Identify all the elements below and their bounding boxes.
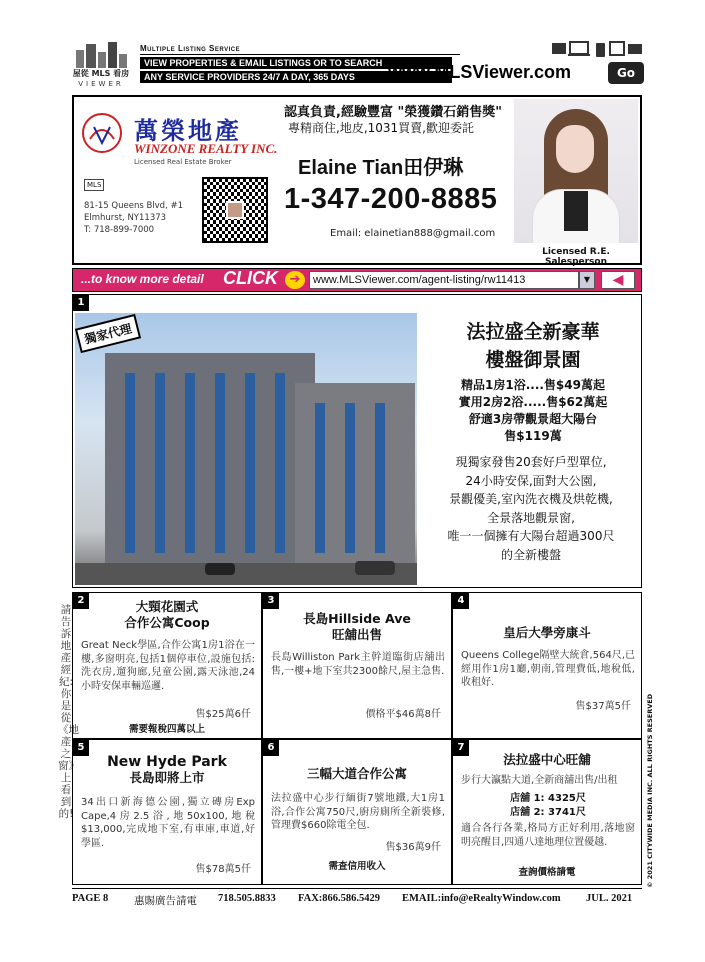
agent-phone[interactable]: 1-347-200-8885: [284, 183, 498, 215]
footer-phone[interactable]: 718.505.8833: [218, 893, 276, 904]
listing-number: 7: [453, 740, 469, 756]
go-button[interactable]: Go: [608, 62, 644, 84]
listing-title: 三幅大道合作公寓: [306, 766, 407, 781]
mls-viewer-logo[interactable]: [70, 40, 132, 90]
listing-description: [413, 453, 649, 564]
address-line-2: Elmhurst, NY11373: [84, 213, 167, 223]
page-number: PAGE 8: [72, 893, 109, 904]
listing-title: 皇后大學旁康斗: [503, 625, 591, 640]
listing-title: 長島Hillside Ave: [303, 611, 411, 626]
agent-card: [72, 95, 642, 265]
listing-note: 需查信用收入: [328, 861, 386, 872]
listing-7: [452, 739, 642, 885]
price-line: 精品1房1浴....售$49萬起: [461, 378, 605, 392]
listing-body: 步行大瀛點大道,全新商舖出售/出租: [461, 775, 618, 786]
price-line: 售$119萬: [504, 429, 562, 443]
listing-number: 6: [263, 740, 279, 756]
page-footer: [72, 888, 642, 910]
listing-number: 1: [73, 295, 89, 311]
listing-price: 售$25萬6仟: [195, 709, 251, 720]
address-line-1: 81-15 Queens Blvd, #1: [84, 201, 184, 211]
listing-subtitle: 合作公寓Coop: [124, 615, 210, 630]
listing-4: [452, 592, 642, 739]
listing-title: 大頸花園式: [135, 599, 199, 614]
click-label[interactable]: CLICK: [223, 268, 278, 288]
listing-3: [262, 592, 452, 739]
agent-photo: [514, 99, 638, 243]
desc-line: 的全新樓盤: [500, 547, 561, 562]
agent-license: Licensed R.E. Salesperson: [542, 247, 610, 267]
listing-subtitle: 樓盤御景園: [485, 349, 581, 371]
listing-price: 售$36萬9仟: [385, 842, 441, 853]
logo-text: 屋從 MLS 看房: [72, 69, 130, 78]
footer-fax: FAX:866.586.5429: [298, 893, 381, 904]
shop-size-2: 店舖 2: 3741尺: [510, 807, 586, 818]
listing-price: 售$37萬5仟: [575, 701, 631, 712]
listing-1: [72, 294, 642, 588]
price-line: 實用2房2浴.....售$62萬起: [458, 395, 608, 409]
listing-body: 34出口新海德公園,獨立磚房Exp Cape,4房2.5浴,地50x100,地稅$13,000,完成地下室,有車庫,車道,好學區.: [81, 797, 255, 849]
ad-label: 惠賜廣告請電: [134, 895, 197, 907]
listing-body: 法拉盛中心步行緬街7號地鐵,大1房1浴,合作公寓750尺,廚房廁所全新裝修,管理費$660除電全包.: [271, 793, 445, 831]
agent-name: Elaine Tian田伊琳: [298, 157, 464, 179]
listing-subtitle: 旺舖出售: [331, 627, 382, 642]
listing-url-field[interactable]: www.MLSViewer.com/agent-listing/rw11413: [309, 271, 579, 289]
listing-body-2: 適合各行各業,格局方正好利用,落地窗明亮醒目,四通八達地理位置優越.: [461, 823, 635, 848]
footer-email[interactable]: EMAIL:info@eRealtyWindow.com: [402, 893, 561, 904]
listing-note: 需要報稅四萬以上: [128, 724, 205, 735]
exclusive-agent-badge: 獨家代理: [75, 314, 141, 353]
building-photo: [75, 313, 417, 585]
service-title: Multiple Listing Service: [140, 44, 460, 55]
listing-2: [72, 592, 262, 739]
qr-code-icon[interactable]: [202, 177, 268, 243]
copyright-vertical: [644, 693, 656, 890]
copyright-text: © 2021 CITYWIDE MEDIA INC. ALL RIGHTS RESERVED: [646, 693, 654, 888]
detail-lead-text: ...to know more detail: [81, 272, 204, 286]
listing-body: 長島Williston Park主幹道臨街店舖出售,一樓+地下室共2300餘尺,屋主急售.: [271, 652, 445, 677]
service-line-2: ANY SERVICE PROVIDERS 24/7 A DAY, 365 DAYS: [140, 71, 452, 83]
listing-price: 售$78萬5仟: [195, 864, 251, 875]
listing-title: 法拉盛中心旺舖: [503, 752, 591, 767]
listing-6: [262, 739, 452, 885]
chevron-down-icon[interactable]: ▼: [579, 271, 595, 289]
site-header: [70, 40, 642, 90]
company-name-en: WINZONE REALTY INC.: [134, 141, 278, 156]
listing-prices: [425, 377, 641, 445]
listing-5: [72, 739, 262, 885]
side-note-vertical: 請告訴地產經紀:你是從《地產之窗》上看到的!: [58, 604, 79, 820]
listing-body: Queens College隔壁大統倉,564尺,已經用作1房1廳,朝南,管理費低,地稅低,收租好.: [461, 650, 635, 688]
desc-line: 現獨家發售20套好戶型單位,: [455, 455, 607, 469]
listing-number: 4: [453, 593, 469, 609]
service-line-1: VIEW PROPERTIES & EMAIL LISTINGS OR TO SEARCH: [140, 57, 452, 69]
issue-date: JUL. 2021: [586, 893, 633, 904]
company-name-cn: 萬榮地產: [134, 116, 242, 145]
agent-slogan-1: 認真負責,經驗豐富 "榮獲鑽石銷售獎": [284, 105, 503, 120]
devices-icon: [550, 40, 645, 60]
price-line: 舒適3房帶觀景超大陽台: [468, 412, 598, 426]
logo-viewer-text: VIEWER: [78, 80, 124, 88]
listing-body: Great Neck學區,合作公寓1房1浴在一樓,多窗明亮,包括1個停車位,設施包括:洗衣房,遛狗廊,兒童公園,露天泳池,24小時安保車輛巡邏.: [81, 640, 255, 692]
listing-subtitle: 長島即將上市: [129, 770, 205, 785]
desc-line: 唯一一個擁有大陽台超過300尺: [447, 529, 615, 543]
listing-title: 法拉盛全新豪華: [466, 321, 600, 343]
address-phone[interactable]: T: 718-899-7000: [84, 225, 155, 235]
agent-email[interactable]: Email: elainetian888@gmail.com: [330, 228, 496, 239]
listing-number: 2: [73, 593, 89, 609]
site-url[interactable]: www.MLSViewer.com: [388, 62, 572, 82]
desc-line: 全景落地觀景窗,: [487, 510, 575, 525]
company-subtitle: Licensed Real Estate Broker: [134, 158, 232, 166]
desc-line: 24小時安保,面對大公園,: [465, 473, 597, 488]
arrow-right-icon[interactable]: ➔: [285, 271, 305, 289]
mls-badge: MLS: [84, 179, 104, 191]
arrow-left-icon[interactable]: ◀: [601, 271, 635, 289]
listing-title: New Hyde Park: [107, 754, 227, 770]
shop-size-1: 店舖 1: 4325尺: [510, 793, 586, 804]
listing-number: 3: [263, 593, 279, 609]
listing-price: 價格平$46萬8仟: [365, 709, 441, 720]
company-address: [84, 200, 183, 236]
listing-note: 查詢價格請電: [518, 867, 576, 878]
detail-link-bar: [72, 268, 642, 292]
winzone-logo-icon: [82, 113, 122, 153]
listing-number: 5: [73, 740, 89, 756]
desc-line: 景觀優美,室內洗衣機及烘乾機,: [449, 492, 613, 506]
agent-slogan-2: 專精商住,地皮,1031買賣,歡迎委託: [288, 121, 474, 135]
